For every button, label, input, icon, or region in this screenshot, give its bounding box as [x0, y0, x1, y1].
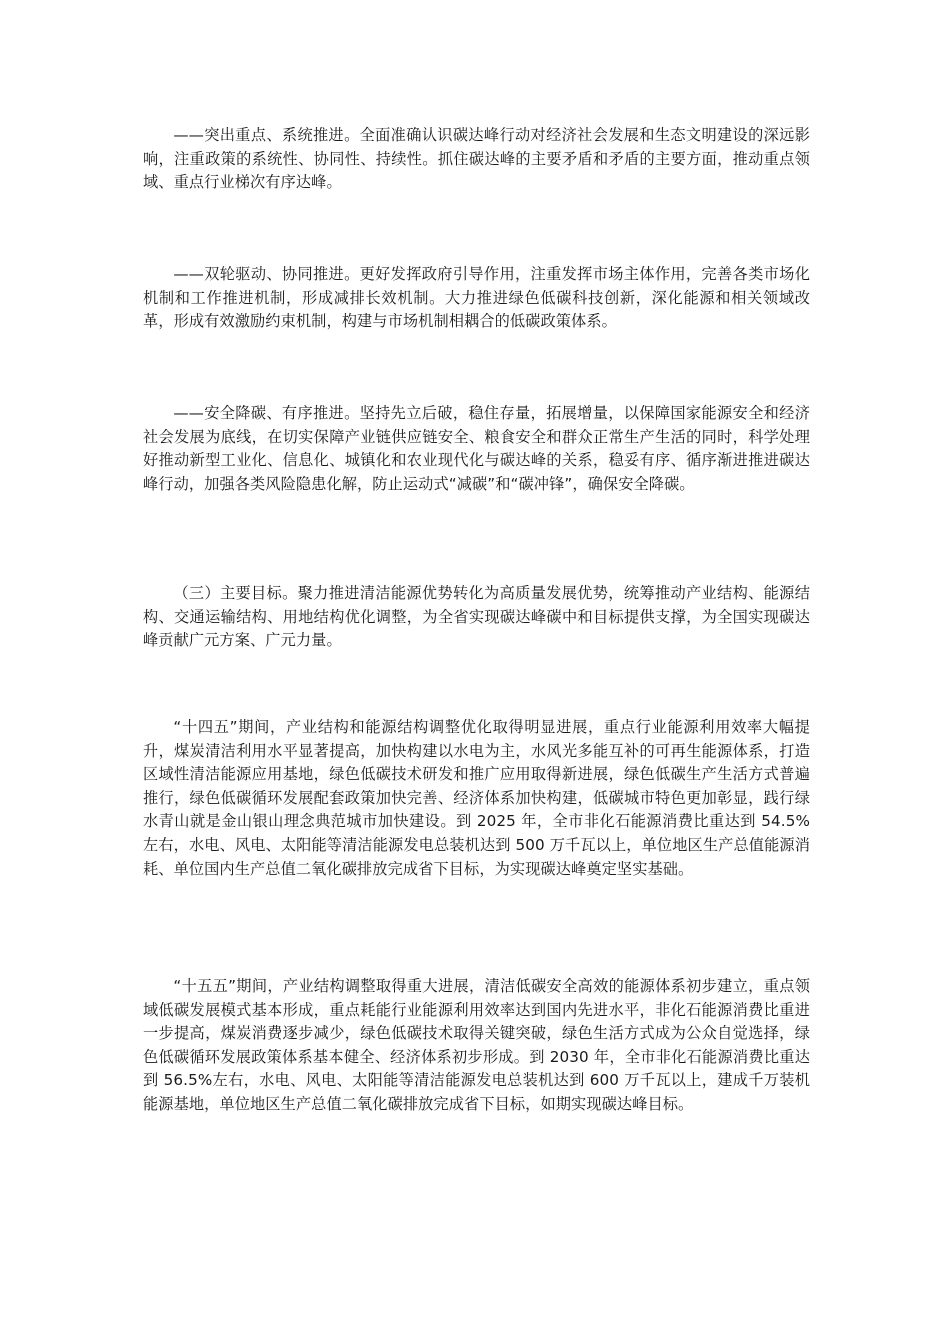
- paragraph-main-targets: （三）主要目标。聚力推进清洁能源优势转化为高质量发展优势，统筹推动产业结构、能源结构、交通运输结构、用地结构优化调整，为全省实现碳达峰碳中和目标提供支撑，为全国实现碳达峰贡献广元方案、广元力量。: [143, 584, 810, 650]
- paragraph-14th-five-year: “十四五”期间，产业结构和能源结构调整优化取得明显进展，重点行业能源利用效率大幅提升，煤炭清洁利用水平显著提高，加快构建以水电为主，水风光多能互补的可再生能源体系，打造区域性清洁能源应用基地，绿色低碳技术研发和推广应用取得新进展，绿色低碳生产生活方式普遍推行，绿色低碳循环发展配套政策加快完善、经济体系加快构建，低碳城市特色更加彰显，践行绿水青山就是金山银山理念典范城市加快建设。到 2025 年，全市非化石能源消费比重达到 54.5%左右，水电、风电、太阳能等清洁能源发电总装机达到 500 万千瓦以上，单位地区生产总值能源消耗、单位国内生产总值二氧化碳排放完成省下目标，为实现碳达峰奠定坚实基础。: [143, 718, 810, 878]
- paragraph-principle-dual-drive: ——双轮驱动、协同推进。更好发挥政府引导作用，注重发挥市场主体作用，完善各类市场化机制和工作推进机制，形成减排长效机制。大力推进绿色低碳科技创新，深化能源和相关领域改革，形成有效激励约束机制，构建与市场机制相耦合的低碳政策体系。: [143, 265, 810, 331]
- paragraph-principle-focus: ——突出重点、系统推进。全面准确认识碳达峰行动对经济社会发展和生态文明建设的深远影响，注重政策的系统性、协同性、持续性。抓住碳达峰的主要矛盾和矛盾的主要方面，推动重点领域、重点行业梯次有序达峰。: [143, 126, 810, 192]
- paragraph-15th-five-year: “十五五”期间，产业结构调整取得重大进展，清洁低碳安全高效的能源体系初步建立，重点领域低碳发展模式基本形成，重点耗能行业能源利用效率达到国内先进水平，非化石能源消费比重进一步提高，煤炭消费逐步减少，绿色低碳技术取得关键突破，绿色生活方式成为公众自觉选择，绿色低碳循环发展政策体系基本健全、经济体系初步形成。到 2030 年，全市非化石能源消费比重达到 56.5%左右，水电、风电、太阳能等清洁能源发电总装机达到 600 万千瓦以上，建成千万装机能源基地，单位地区生产总值二氧化碳排放完成省下目标，如期实现碳达峰目标。: [143, 977, 810, 1113]
- paragraph-principle-safe-carbon: ——安全降碳、有序推进。坚持先立后破，稳住存量，拓展增量，以保障国家能源安全和经济社会发展为底线，在切实保障产业链供应链安全、粮食安全和群众正常生产生活的同时，科学处理好推动新型工业化、信息化、城镇化和农业现代化与碳达峰的关系，稳妥有序、循序渐进推进碳达峰行动，加强各类风险隐患化解，防止运动式“减碳”和“碳冲锋”，确保安全降碳。: [143, 404, 810, 493]
